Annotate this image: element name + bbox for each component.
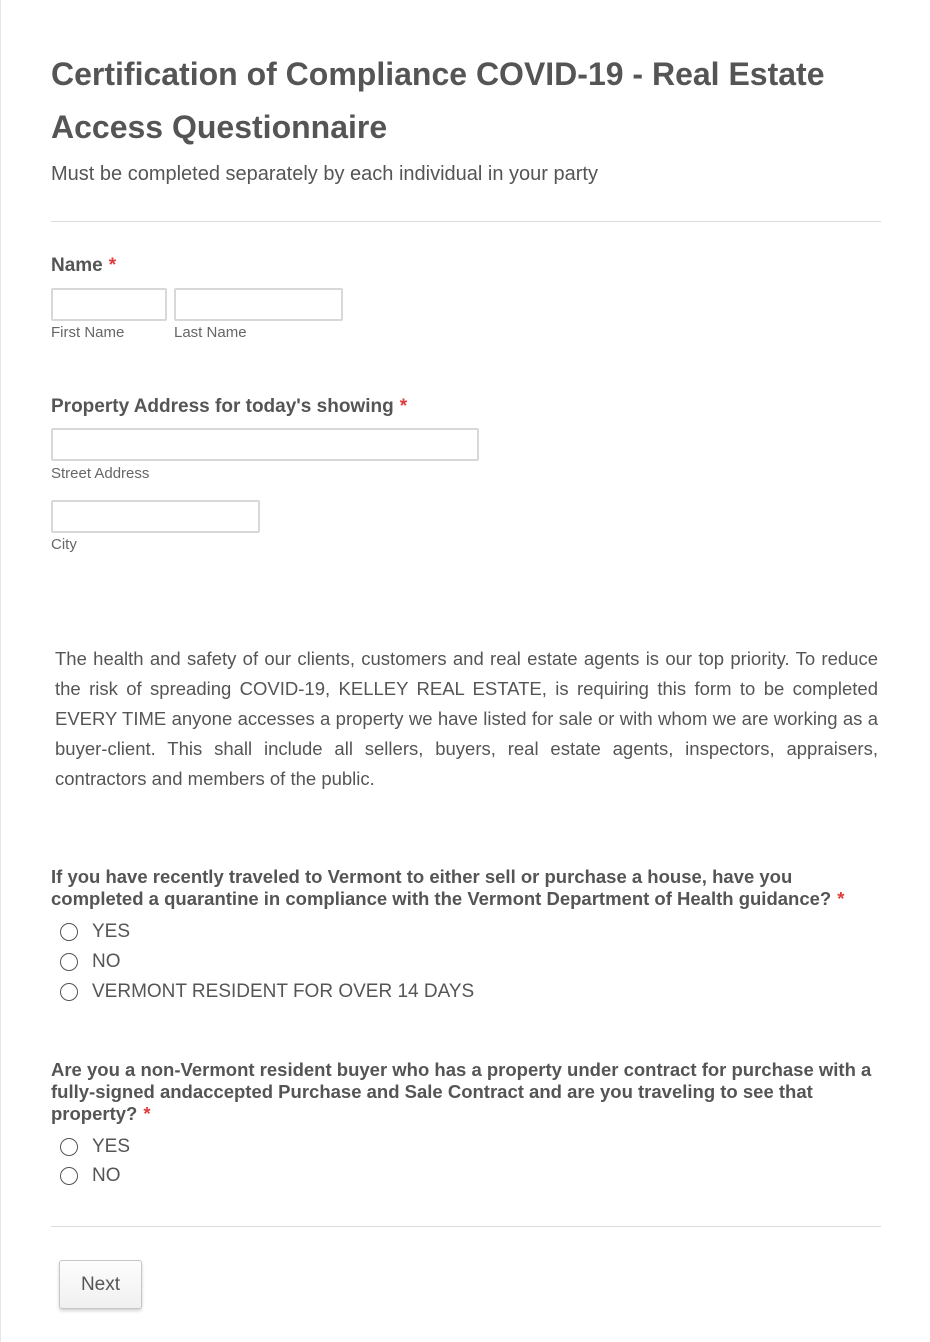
form-subtitle: Must be completed separately by each individual in your party: [51, 163, 598, 185]
required-asterisk: *: [108, 255, 117, 276]
question-quarantine: [51, 866, 881, 910]
radio-button[interactable]: [60, 983, 78, 1001]
form-title: Certification of Compliance COVID-19 - Real Estate Access Questionnaire: [51, 56, 825, 145]
header-divider: [51, 221, 881, 222]
first-name-input[interactable]: [51, 288, 167, 321]
option-label: NO: [92, 1165, 121, 1186]
question-quarantine-text: If you have recently traveled to Vermont to either sell or purchase a house, have you completed a quarantine in compliance with the Vermont Department of Health guidance?: [51, 866, 832, 909]
radio-button[interactable]: [60, 1138, 78, 1156]
required-asterisk: *: [143, 1103, 151, 1124]
address-label-text: Property Address for today's showing: [51, 396, 394, 417]
q2-option-yes[interactable]: [60, 1135, 130, 1159]
address-label: [51, 395, 407, 419]
last-name-input[interactable]: [174, 288, 343, 321]
city-input[interactable]: [51, 500, 260, 533]
required-asterisk: *: [399, 396, 408, 417]
street-address-sublabel: Street Address: [51, 465, 150, 482]
notice-paragraph: The health and safety of our clients, customers and real estate agents is our top priority. To reduce the risk of spreading COVID-19, KELLEY REAL ESTATE, is requiring this form to be completed EVERY TIME anyone accesses a property we have listed for sale or with whom we are working as a buyer-client. This shall include all sellers, buyers, real estate agents, inspectors, appraisers, contractors and members of the public.: [55, 648, 878, 789]
radio-button[interactable]: [60, 953, 78, 971]
q1-option-yes[interactable]: [60, 920, 130, 944]
radio-button[interactable]: [60, 923, 78, 941]
radio-button[interactable]: [60, 1167, 78, 1185]
last-name-sublabel: Last Name: [174, 324, 247, 341]
next-button[interactable]: Next: [59, 1260, 142, 1309]
name-label-text: Name: [51, 255, 103, 276]
option-label: YES: [92, 1136, 131, 1157]
option-label: YES: [92, 921, 131, 942]
city-sublabel: City: [51, 536, 77, 553]
footer-divider: [51, 1226, 881, 1227]
required-asterisk: *: [837, 888, 845, 909]
q2-option-no[interactable]: [60, 1164, 121, 1188]
street-address-input[interactable]: [51, 428, 479, 461]
question-non-resident-buyer: [51, 1059, 881, 1125]
q1-option-vermont-resident[interactable]: [60, 980, 474, 1004]
q1-option-no[interactable]: [60, 950, 121, 974]
first-name-sublabel: First Name: [51, 324, 125, 341]
option-label: VERMONT RESIDENT FOR OVER 14 DAYS: [92, 981, 475, 1002]
option-label: NO: [92, 951, 121, 972]
question-non-resident-buyer-text: Are you a non-Vermont resident buyer who has a property under contract for purchase with a fully-signed andaccepted Purchase and Sale Contract and are you traveling to see that property?: [51, 1059, 872, 1124]
name-label: [51, 254, 116, 278]
